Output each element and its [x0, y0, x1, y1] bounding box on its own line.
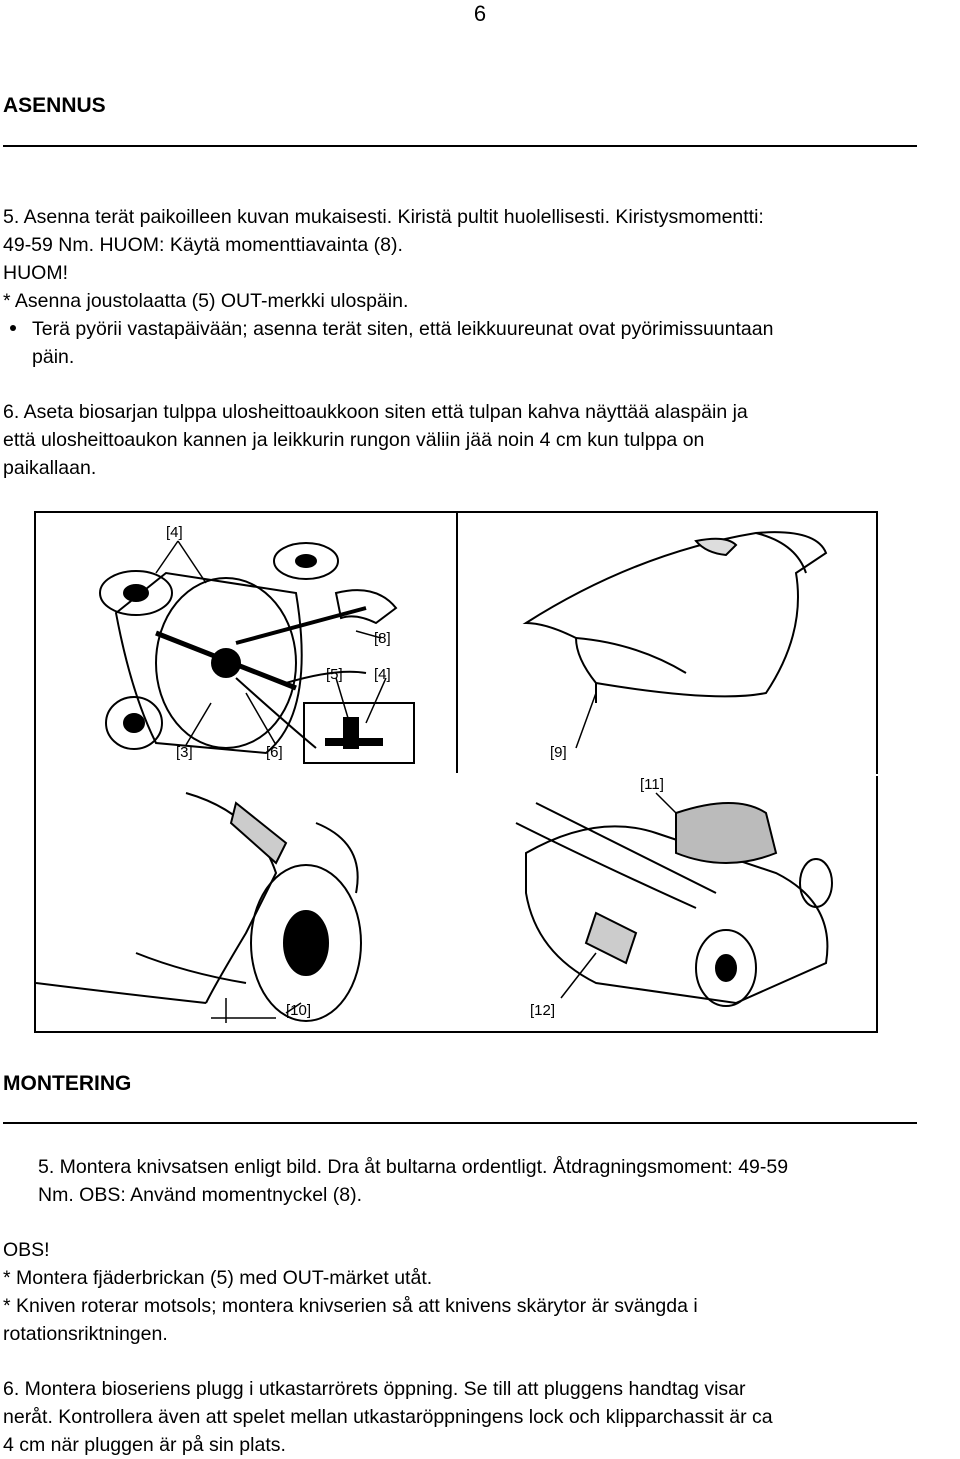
label-10: [10] [286, 1002, 312, 1019]
sv-note: rotationsriktningen. [3, 1323, 168, 1345]
section-heading-asennus: ASENNUS [3, 94, 106, 117]
fi-line: HUOM! [3, 262, 68, 284]
sv-note: * Kniven roterar motsols; montera knivserien så att knivens skärytor är svängda i [3, 1295, 698, 1317]
heading-rule [3, 1122, 917, 1124]
label-12: [12] [530, 1002, 556, 1019]
label-4: [4] [166, 524, 183, 541]
fi-step6-line: 6. Aseta biosarjan tulppa ulosheittoaukkoon siten että tulpan kahva näyttää alaspäin ja [3, 401, 748, 423]
sv-step5-line: 5. Montera knivsatsen enligt bild. Dra åt bultarna ordentligt. Åtdragningsmoment: 49-59 [38, 1156, 789, 1178]
label-8: [8] [374, 630, 391, 647]
sv-step6-line: 4 cm när pluggen är på sin plats. [3, 1434, 286, 1456]
fi-line: 49-59 Nm. HUOM: Käytä momenttiavainta (8). [3, 234, 403, 256]
bullet-dot [10, 325, 16, 331]
fi-step6-line: paikallaan. [3, 457, 97, 479]
page-number: 6 [473, 1, 487, 26]
sv-step5-line: Nm. OBS: Använd momentnyckel (8). [38, 1184, 363, 1206]
sv-note: * Montera fjäderbrickan (5) med OUT-märket utåt. [3, 1267, 433, 1289]
label-6: [6] [266, 744, 283, 761]
sv-obs: OBS! [3, 1239, 50, 1261]
illustration-drawing [36, 513, 880, 1035]
label-11: [11] [640, 776, 664, 793]
assembly-illustration [34, 511, 878, 1033]
heading-rule [3, 145, 917, 147]
fi-bullet-text: Terä pyörii vastapäivään; asenna terät siten, että leikkuureunat ovat pyörimissuuntaan [32, 318, 774, 340]
label-9: [9] [550, 744, 567, 761]
rear-wheel-drawing [36, 793, 361, 1021]
sv-step6-line: neråt. Kontrollera även att spelet mellan utkastaröppningens lock och klipparchassit är ca [3, 1406, 773, 1428]
section-heading-montering: MONTERING [3, 1072, 132, 1095]
fi-bullet-text: päin. [32, 346, 75, 368]
fi-step6-line: että ulosheittoaukon kannen ja leikkurin rungon väliin jää noin 4 cm kun tulppa on [3, 429, 705, 451]
sv-step6-line: 6. Montera bioseriens plugg i utkastarrörets öppning. Se till att pluggens handtag visar [3, 1378, 746, 1400]
label-5: [5] [326, 666, 343, 683]
blade-assembly-drawing [100, 543, 414, 763]
fi-line: 5. Asenna terät paikoilleen kuvan mukaisesti. Kiristä pultit huolellisesti. Kiristysmomentti: [3, 206, 764, 228]
label-3: [3] [176, 744, 193, 761]
mulching-plug-drawing [526, 532, 826, 703]
label-4: [4] [374, 666, 391, 683]
mower-with-plug-drawing [516, 803, 832, 1006]
fi-line: * Asenna joustolaatta (5) OUT-merkki ulospäin. [3, 290, 409, 312]
